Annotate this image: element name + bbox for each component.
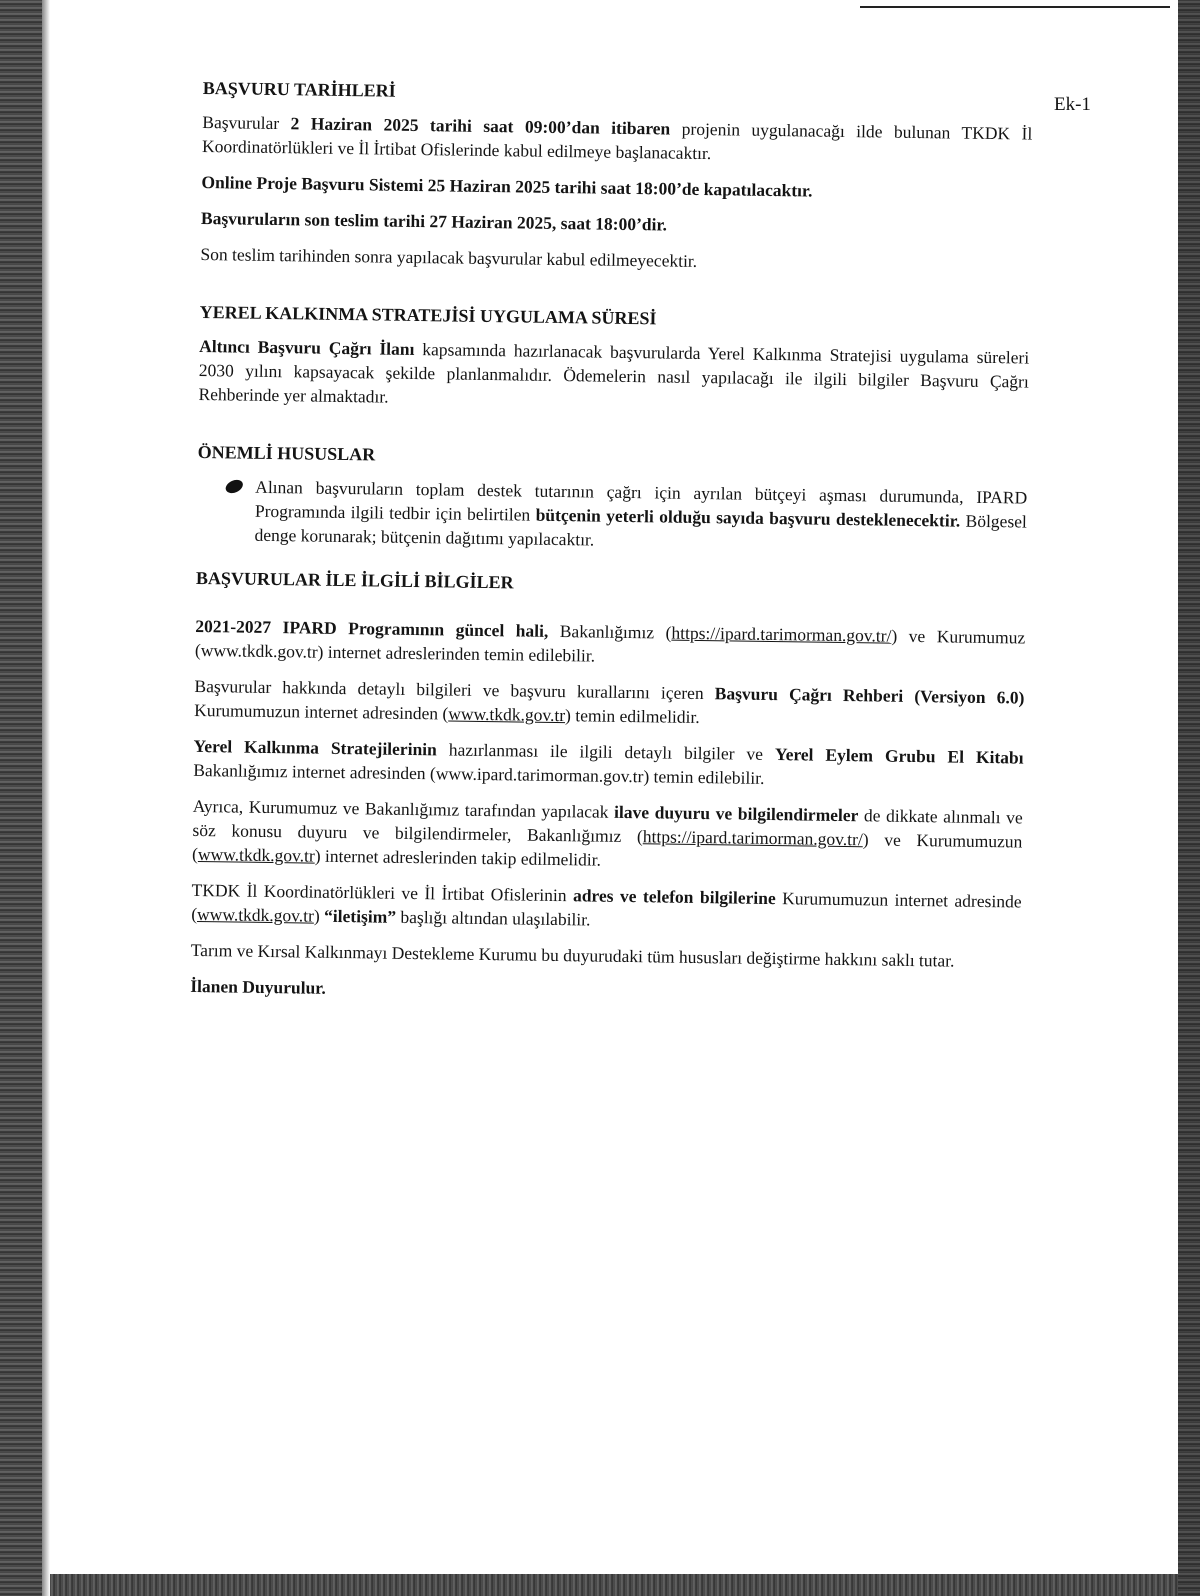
heading-strateji-suresi: YEREL KALKINMA STRATEJİSİ UYGULAMA SÜRESİ <box>199 301 657 329</box>
list-item-budget: Alınan başvuruların toplam destek tutarının çağrı için ayrılan bütçeyi aşması durumunda, IPARD Programında ilgili tedbir için belirtilen bütçenin yeterli olduğu sayıda başvuru desteklenecektir. Bölgesel denge korunarak; bütçenin dağıtımı yapılacaktır. <box>196 474 1027 558</box>
paragraph-ilave-duyuru: Ayrıca, Kurumumuz ve Bakanlığımız tarafından yapılacak ilave duyuru ve bilgilendirmeler de dikkate alınmalı ve söz konusu duyuru ve bilgilendirmeler, Bakanlığımız (https://ipard.tarimorman.gov.tr/) ve Kurumumuzun (www.tkdk.gov.tr) internet adreslerinden takip edilmelidir. <box>191 795 1023 870</box>
page-label: Ek-1 <box>1054 94 1091 115</box>
scan-border-right <box>1178 0 1200 1596</box>
paragraph-hak-sakli: Tarım ve Kırsal Kalkınmayı Destekleme Kurumu bu duyurudaki tüm hususları değiştirme hakkını saklı tutar. <box>190 939 955 971</box>
paragraph-start-date: Başvurular 2 Haziran 2025 tarihi saat 09:00’dan itibaren projenin uygulanacağı ilde bulunan TKDK İl Koordinatörlükleri ve İl İrtibat Ofislerinde kabul edilmeye başlanacaktır. <box>201 111 1033 164</box>
scan-border-left <box>0 0 50 1596</box>
heading-basvurular-bilgiler: BAŞVURULAR İLE İLGİLİ BİLGİLER <box>195 567 514 593</box>
paragraph-late-notice: Son teslim tarihinden sonra yapılacak başvurular kabul edilmeyecektir. <box>200 243 698 271</box>
paragraph-online-close: Online Proje Başvuru Sistemi 25 Haziran 2025 tarihi saat 18:00’de kapatılacaktır. <box>201 171 813 201</box>
heading-basvuru-tarihleri: BAŞVURU TARİHLERİ <box>202 77 396 101</box>
scan-edge-line <box>860 6 1170 8</box>
document-body <box>190 76 1033 1021</box>
paragraph-ipard-program: 2021-2027 IPARD Programının güncel hali, Bakanlığımız (https://ipard.tarimorman.gov.tr/) ve Kurumumuz (www.tkdk.gov.tr) internet adreslerinden temin edilebilir. <box>194 615 1026 666</box>
link-tkdk-2[interactable]: www.tkdk.gov.tr <box>197 844 315 866</box>
paragraph-strateji-kitap: Yerel Kalkınma Stratejilerinin hazırlanması ile ilgili detaylı bilgiler ve Yerel Eylem Grubu El Kitabı Bakanlığımız internet adresinden (www.ipard.tarimorman.gov.tr) temin edilebilir. <box>193 735 1024 788</box>
scan-border-bottom <box>50 1574 1178 1596</box>
closing-text: İlanen Duyurulur. <box>190 975 326 998</box>
paragraph-rehber: Başvurular hakkında detaylı bilgileri ve başvuru kurallarını içeren Başvuru Çağrı Rehberi (Versiyon 6.0) Kurumumuzun internet adresinden (www.tkdk.gov.tr) temin edilmelidir. <box>194 675 1025 727</box>
paragraph-deadline: Başvuruların son teslim tarihi 27 Haziran 2025, saat 18:00’dir. <box>200 207 668 235</box>
link-tkdk[interactable]: www.tkdk.gov.tr <box>448 703 566 726</box>
link-ipard-2[interactable]: https://ipard.tarimorman.gov.tr/ <box>642 826 863 850</box>
link-ipard[interactable]: https://ipard.tarimorman.gov.tr/ <box>671 622 892 646</box>
heading-onemli-hususlar: ÖNEMLİ HUSUSLAR <box>197 441 376 465</box>
link-tkdk-3[interactable]: www.tkdk.gov.tr <box>196 904 315 926</box>
paragraph-iletisim: TKDK İl Koordinatörlükleri ve İl İrtibat Ofislerinin adres ve telefon bilgilerine Kurumumuzun internet adresinde (www.tkdk.gov.tr) “iletişim” başlığı altından ulaşılabilir. <box>191 879 1022 930</box>
bullet-icon <box>224 477 245 495</box>
paragraph-strateji: Altıncı Başvuru Çağrı İlanı kapsamında hazırlanacak başvurularda Yerel Kalkınma Stratejisi uygulama süreleri 2030 yılını kapsayacak şekilde planlanmalıdır. Ödemelerin nasıl yapılacağı ile ilgili bilgiler Başvuru Çağrı Rehberinde yer almaktadır. <box>198 335 1030 407</box>
